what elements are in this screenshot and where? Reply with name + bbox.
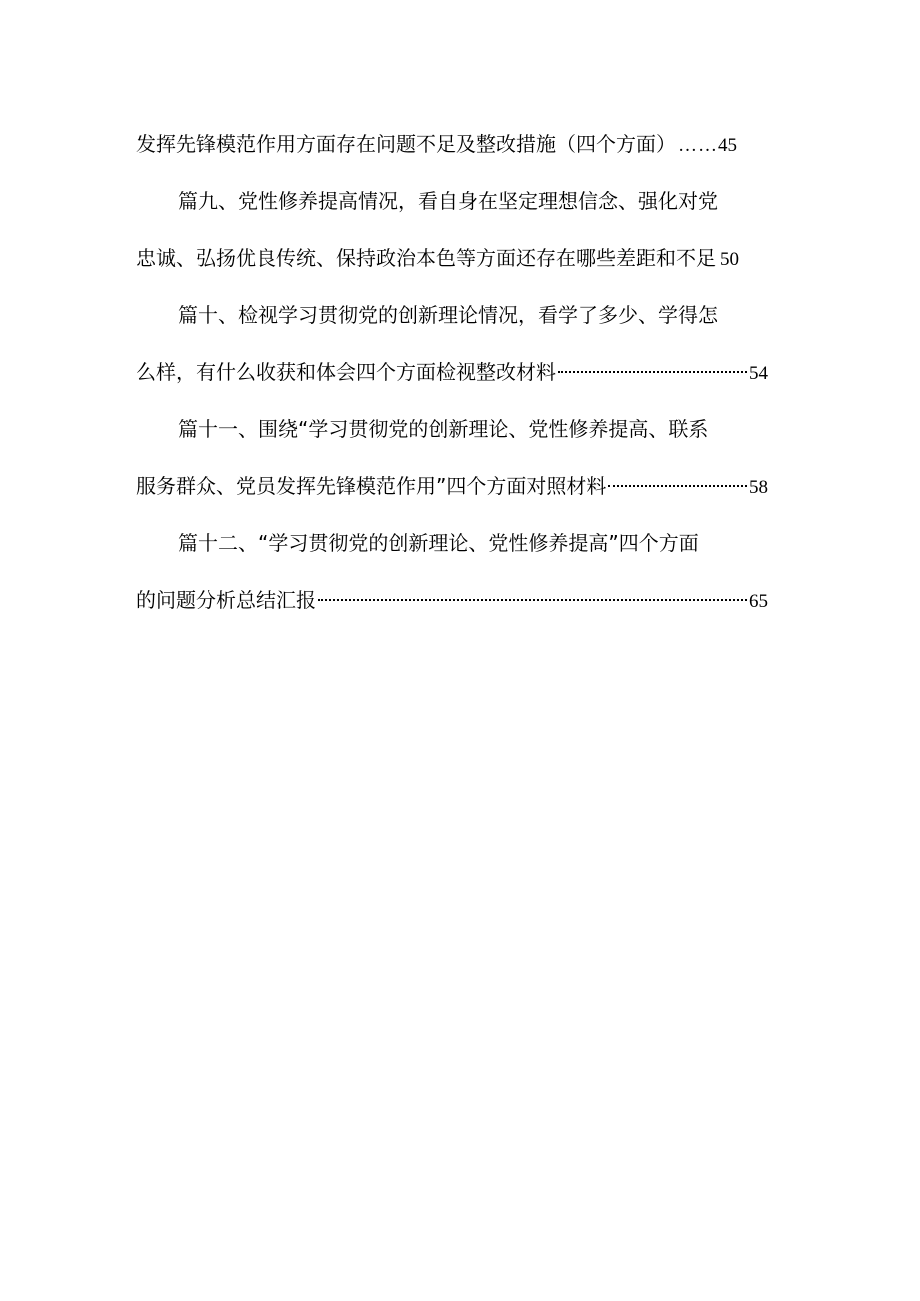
toc-dot-leader	[558, 371, 747, 373]
toc-page-number: 54	[749, 363, 768, 384]
toc-ellipsis: ……	[678, 135, 718, 156]
toc-dot-leader	[318, 599, 747, 601]
toc-entry-continuation[interactable]	[136, 464, 768, 521]
table-of-contents	[136, 122, 768, 635]
toc-entry-text: 的问题分析总结汇报	[136, 588, 316, 612]
toc-entry-text: 篇十、检视学习贯彻党的创新理论情况，看学了多少、学得怎	[178, 303, 718, 327]
toc-entry-text: 篇十二、“学习贯彻党的创新理论、党性修养提高”四个方面	[178, 531, 699, 555]
toc-entry-text: 篇九、党性修养提高情况，看自身在坚定理想信念、强化对党	[178, 189, 718, 213]
toc-page-number: 65	[749, 591, 768, 612]
toc-dot-leader	[608, 485, 747, 487]
toc-page-number: 50	[720, 249, 739, 270]
toc-entry-continuation[interactable]	[136, 350, 768, 407]
toc-entry-heading[interactable]	[136, 293, 768, 350]
toc-entry-text: 么样，有什么收获和体会四个方面检视整改材料	[136, 360, 556, 384]
toc-entry-text: 忠诚、弘扬优良传统、保持政治本色等方面还存在哪些差距和不足	[136, 246, 716, 270]
toc-page-number: 58	[749, 477, 768, 498]
toc-entry-text: 篇十一、围绕“学习贯彻党的创新理论、党性修养提高、联系	[178, 417, 709, 441]
toc-entry-text: 服务群众、党员发挥先锋模范作用”四个方面对照材料	[136, 474, 607, 498]
toc-entry-continuation[interactable]	[136, 122, 768, 179]
toc-page-number: 45	[718, 135, 737, 156]
toc-entry-heading[interactable]	[136, 179, 768, 236]
toc-entry-continuation[interactable]	[136, 578, 768, 635]
toc-entry-continuation[interactable]	[136, 236, 768, 293]
toc-entry-heading[interactable]	[136, 407, 768, 464]
toc-entry-heading[interactable]	[136, 521, 768, 578]
toc-entry-text: 发挥先锋模范作用方面存在问题不足及整改措施（四个方面）	[136, 132, 676, 156]
